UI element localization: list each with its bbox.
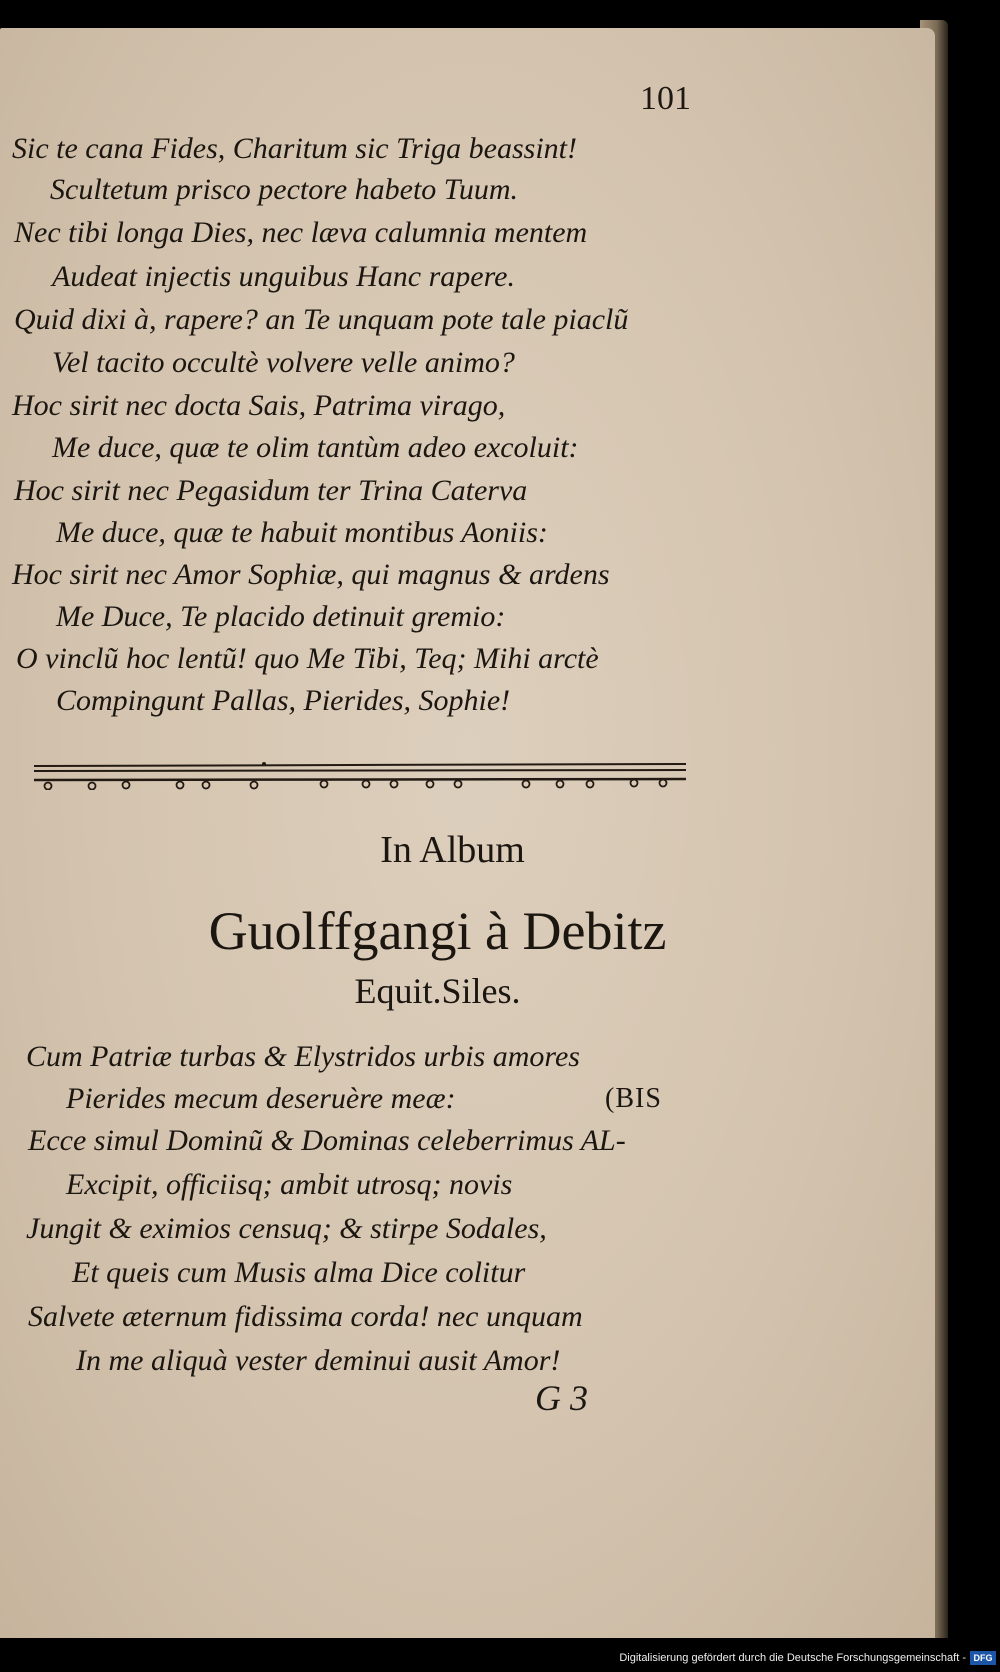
- page-number: 101: [640, 80, 691, 117]
- verse-line: Pierides mecum deseruère meæ:: [66, 1082, 456, 1115]
- verse-line: Excipit, officiisq; ambit utrosq; novis: [66, 1168, 513, 1201]
- verse-line: Scultetum prisco pectore habeto Tuum.: [50, 173, 518, 206]
- verse-line: Jungit & eximios censuq; & stirpe Sodales,: [26, 1212, 547, 1245]
- heading-title: Equit.Siles.: [354, 971, 521, 1011]
- footer-credit: Digitalisierung gefördert durch die Deutsche Forschungsgemeinschaft -: [619, 1652, 966, 1664]
- verse-line: Hoc sirit nec Pegasidum ter Trina Caterva: [14, 474, 528, 507]
- verse-line: Sic te cana Fides, Charitum sic Triga beassint!: [12, 132, 577, 165]
- dfg-logo: DFG: [970, 1651, 996, 1665]
- verse-line: Nec tibi longa Dies, nec læva calumnia mentem: [14, 216, 588, 249]
- bis-note: (BIS: [605, 1083, 662, 1114]
- verse-line: In me aliquà vester deminui ausit Amor!: [76, 1344, 561, 1377]
- verse-line: Compingunt Pallas, Pierides, Sophie!: [56, 684, 511, 717]
- verse-line: Quid dixi à, rapere? an Te unquam pote tale piaclũ: [14, 303, 629, 336]
- verse-line: Me duce, quæ te olim tantùm adeo excoluit:: [52, 431, 579, 464]
- verse-line: Audeat injectis unguibus Hanc rapere.: [52, 260, 515, 293]
- signature-mark: G 3: [535, 1378, 588, 1418]
- verse-line: Me duce, quæ te habuit montibus Aoniis:: [56, 516, 548, 549]
- verse-line: Vel tacito occultè volvere velle animo?: [52, 346, 515, 379]
- verse-line: Me Duce, Te placido detinuit gremio:: [56, 600, 506, 633]
- verse-line: Et queis cum Musis alma Dice colitur: [72, 1256, 526, 1289]
- verse-line: O vinclũ hoc lentũ! quo Me Tibi, Teq; Mihi arctè: [16, 642, 599, 675]
- verse-line: Cum Patriæ turbas & Elystridos urbis amores: [26, 1040, 580, 1073]
- heading-in-album: In Album: [380, 829, 525, 871]
- verse-line: Salvete æternum fidissima corda! nec unquam: [28, 1300, 583, 1333]
- verse-line: Hoc sirit nec docta Sais, Patrima virago,: [12, 389, 506, 422]
- ornament-divider: [30, 760, 690, 790]
- verse-line: Ecce simul Dominũ & Dominas celeberrimus AL-: [28, 1124, 626, 1157]
- heading-dedicatee: Guolffgangi à Debitz: [208, 901, 667, 961]
- verse-line: Hoc sirit nec Amor Sophiæ, qui magnus & ardens: [12, 558, 610, 591]
